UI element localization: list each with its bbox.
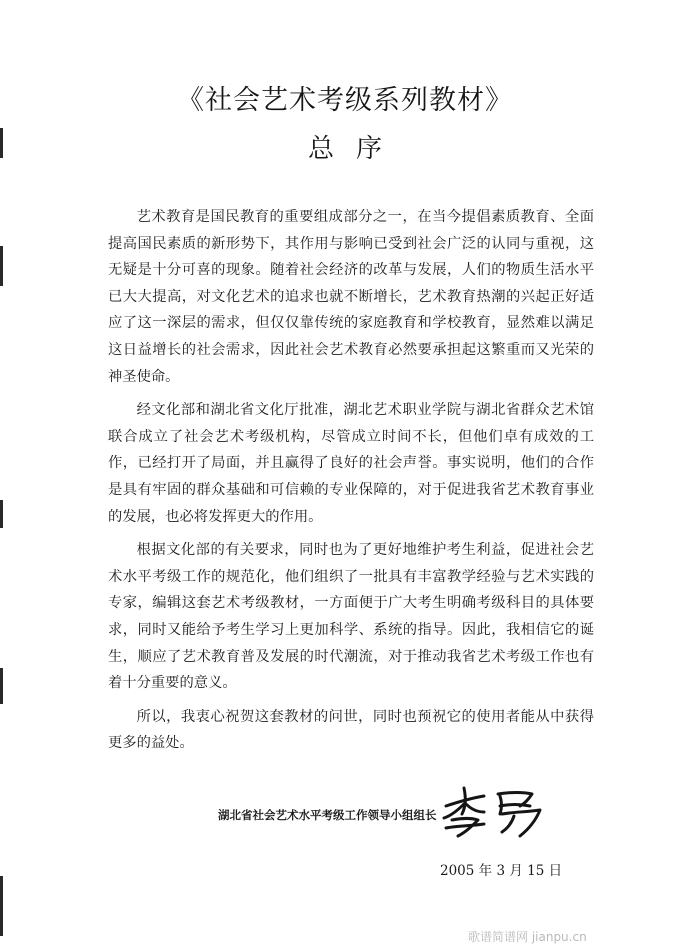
paragraph: 所以，我衷心祝贺这套教材的问世，同时也预祝它的使用者能从中获得更多的益处。 (108, 708, 594, 752)
paragraph: 根据文化部的有关要求，同时也为了更好地维护考生利益，促进社会艺术水平考级工作的规范化，他们组织了一批具有丰富教学经验与艺术实践的专家，编辑这套艺术考级教材，一方面便于广大考生明确考级科目的具体要求，同时又能给予考生学习上更加科学、系统的指导。因此，我相信它的诞生，顺应了艺术教育普及发展的时代潮流，对于推动我省艺术考级工作也有着十分重要的意义。 (108, 542, 594, 692)
scan-edge-mark (0, 876, 3, 936)
signer-title: 湖北省社会艺术水平考级工作领导小组组长 (218, 808, 437, 822)
site-watermark: 歌谱简谱网 jianpu.cn (468, 930, 587, 944)
scan-edge-mark (0, 668, 3, 704)
scan-edge-mark (0, 246, 3, 286)
document-subtitle: 总序 (307, 134, 404, 164)
preface-body (108, 204, 594, 757)
document-title: 《社会艺术考级系列教材》 (177, 85, 513, 116)
paragraph: 艺术教育是国民教育的重要组成部分之一，在当今提倡素质教育、全面提高国民素质的新形势下，其作用与影响已受到社会广泛的认同与重视，这无疑是十分可喜的现象。随着社会经济的改革与发展，人们的物质生活水平已大大提高，对文化艺术的追求也就不断增长，艺术教育热潮的兴起正好适应了这一深层的需求，但仅仅靠传统的家庭教育和学校教育，显然难以满足这日益增长的社会需求，因此社会艺术教育必然要承担起这繁重而又光荣的神圣使命。 (108, 209, 594, 385)
handwritten-signature (440, 784, 550, 840)
paragraph: 经文化部和湖北省文化厅批准，湖北艺术职业学院与湖北省群众艺术馆联合成立了社会艺术考级机构，尽管成立时间不长，但他们卓有成效的工作，已经打开了局面，并且赢得了良好的社会声誉。事实说明，他们的合作是具有牢固的群众基础和可信赖的专业保障的，对于促进我省艺术教育事业的发展，也必将发挥更大的作用。 (108, 402, 594, 525)
scan-edge-mark (0, 500, 3, 528)
document-date: 2005 年 3 月 15 日 (440, 863, 563, 879)
